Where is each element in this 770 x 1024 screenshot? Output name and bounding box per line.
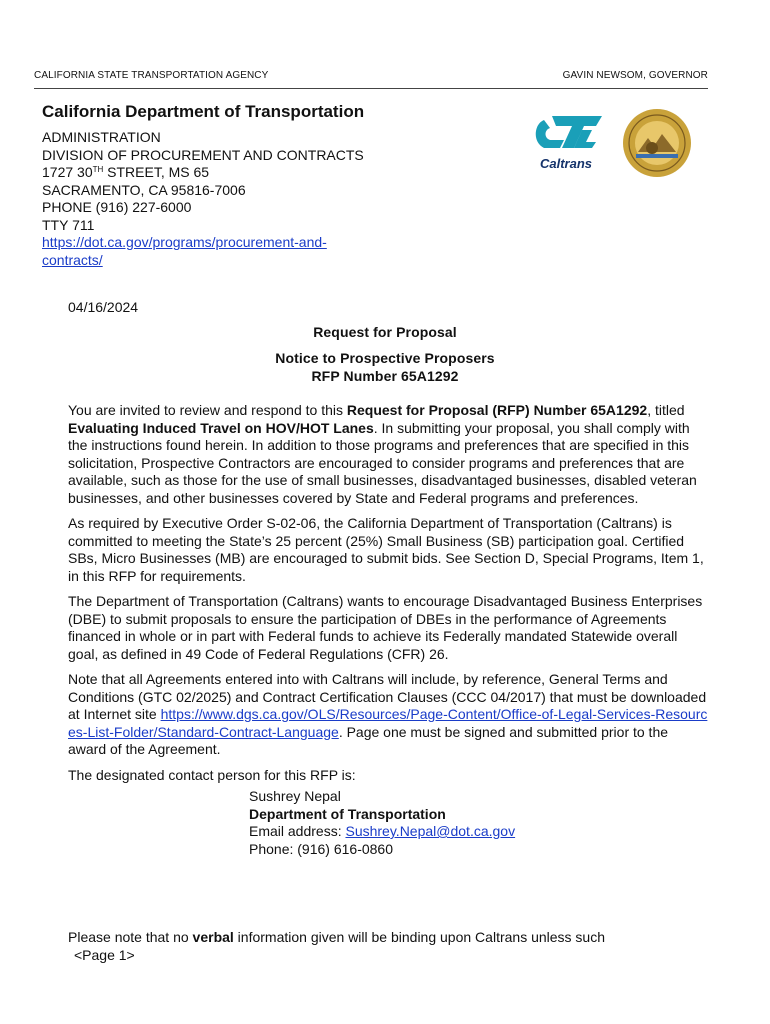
address-line-tty: TTY 711: [42, 216, 95, 233]
standard-contract-language-link[interactable]: https://www.dgs.ca.gov/OLS/Resources/Page-Content/Office-of-Legal-Services-Resources-List-Folder/Standard-Contract-Language: [68, 706, 708, 740]
paragraph-dbe: The Department of Transportation (Caltrans) wants to encourage Disadvantaged Business Enterprises (DBE) to submit proposals to ensure the participation of DBEs in the performance of Agreements financed in whole or in part with Federal funds to achieve its Federally mandated Statewide overall goal, as defined in 49 Code of Federal Regulations (CFR) 26.: [68, 593, 703, 662]
letter-body: [68, 402, 708, 858]
contact-email-link[interactable]: Sushrey.Nepal@dot.ca.gov: [345, 823, 516, 839]
contact-name: Sushrey Nepal: [249, 788, 341, 804]
letter-date: 04/16/2024: [68, 299, 139, 315]
address-line-administration: ADMINISTRATION: [42, 129, 161, 145]
procurement-link[interactable]: https://dot.ca.gov/programs/procurement-and-contracts/: [42, 234, 327, 268]
verbal-information-note: Please note that no verbal information given will be binding upon Caltrans unless such: [68, 929, 606, 945]
address-line-division: DIVISION OF PROCUREMENT AND CONTRACTS: [42, 146, 364, 163]
header-divider: [34, 88, 708, 89]
department-title: California Department of Transportation: [42, 102, 365, 121]
notice-heading: Notice to Prospective Proposers: [275, 350, 495, 366]
address-line-phone: PHONE (916) 227-6000: [42, 199, 192, 215]
contact-department: Department of Transportation: [249, 805, 446, 822]
caltrans-logo-icon: [530, 112, 610, 176]
rfp-number-heading: RFP Number 65A1292: [311, 368, 459, 384]
page-number: <Page 1>: [74, 947, 135, 963]
contact-phone: Phone: (916) 616-0860: [249, 840, 393, 857]
paragraph-contact-intro: The designated contact person for this RFP is:: [68, 766, 356, 783]
rfp-heading: Request for Proposal: [313, 324, 457, 340]
contact-block: [249, 788, 708, 858]
address-line-street: 1727 30TH STREET, MS 65: [42, 164, 210, 180]
agency-name: CALIFORNIA STATE TRANSPORTATION AGENCY: [34, 70, 269, 81]
department-address: [42, 129, 412, 269]
caltrans-logo-text: Caltrans: [540, 156, 593, 171]
paragraph-small-business: As required by Executive Order S-02-06, the California Department of Transportation (Caltrans) is committed to meeting the State’s 25 percent (25%) Small Business (SB) participation goal. Certified SBs, Micro Businesses (MB) are encouraged to submit bids. See Section D, Special Programs, Item 1, in this RFP for requirements.: [68, 515, 704, 584]
address-line-city: SACRAMENTO, CA 95816-7006: [42, 181, 246, 198]
paragraph-invitation: You are invited to review and respond to this Request for Proposal (RFP) Number 65A1292, titled Evaluating Induced Travel on HOV/HOT Lanes. In submitting your proposal, you shall comply with the instructions found herein. In addition to those programs and preferences that are specified in this solicitation, Prospective Contractors are encouraged to consider programs and preferences that are available, such as those for the use of small businesses, disadvantaged businesses, disabled veteran businesses, and other businesses covered by State and Federal programs and preferences.: [68, 402, 697, 506]
contact-email-line: Email address: Sushrey.Nepal@dot.ca.gov: [249, 823, 516, 839]
paragraph-terms: Note that all Agreements entered into with Caltrans will include, by reference, General Terms and Conditions (GTC 02/2025) and Contract Certification Clauses (CCC 04/2017) that must be downloaded at Internet site https://www.dgs.ca.gov/OLS/Resources/Page-Content/Office-of-Legal-Services-Resources-List-Folder/Standard-Contract-Language. Page one must be signed and submitted prior to the award of the Agreement.: [68, 671, 708, 757]
california-seal-icon: [622, 108, 692, 178]
governor-name: GAVIN NEWSOM, GOVERNOR: [562, 70, 708, 81]
